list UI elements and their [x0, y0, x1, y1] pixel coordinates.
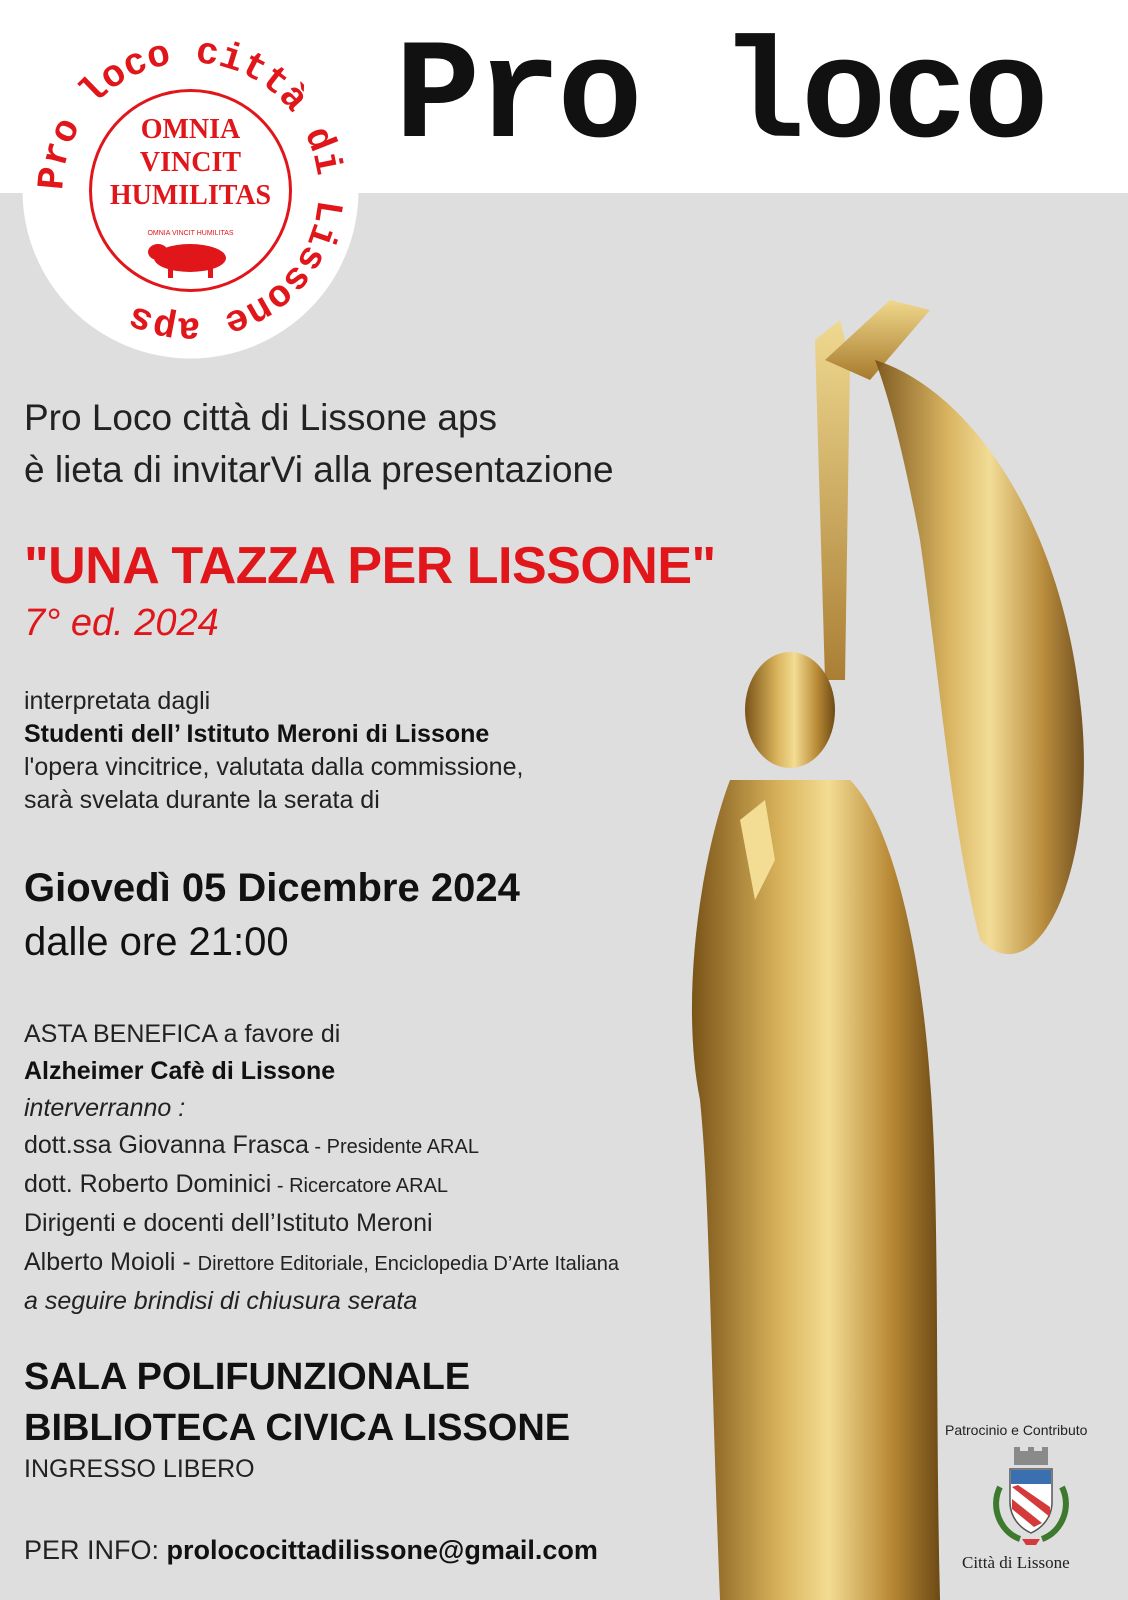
- sponsor-name: Città di Lissone: [962, 1553, 1070, 1572]
- city-crest-icon: [990, 1447, 1072, 1547]
- speaker-item: [24, 1205, 619, 1244]
- info-label: PER INFO:: [24, 1535, 167, 1565]
- description-line-4: sarà svelata durante la serata di: [24, 786, 380, 814]
- venue-line-2: BIBLIOTECA CIVICA LISSONE: [24, 1407, 571, 1449]
- speaker-item: [24, 1244, 619, 1283]
- speaker-name: dott. Roberto Dominici: [24, 1170, 272, 1198]
- angel-statue-image: [640, 300, 1120, 1600]
- description-line-2: Studenti dell’ Istituto Meroni di Lissone: [24, 720, 490, 748]
- auction-section: [24, 1016, 619, 1320]
- logo-motto-line-1: OMNIA: [140, 114, 241, 145]
- closing-note: a seguire brindisi di chiusura serata: [24, 1287, 418, 1315]
- event-edition: 7° ed. 2024: [24, 602, 219, 644]
- logo-motto-line-3: HUMILITAS: [109, 180, 272, 211]
- contact-info: [24, 1535, 598, 1566]
- auction-beneficiary: Alzheimer Cafè di Lissone: [24, 1057, 336, 1085]
- event-date: Giovedì 05 Dicembre 2024: [24, 866, 520, 910]
- speaker-role: Direttore Editoriale, Enciclopedia D’Arte Italiana: [197, 1253, 619, 1275]
- intro-line-2: è lieta di invitarVi alla presentazione: [24, 449, 614, 490]
- page-title: Pro loco: [395, 18, 1045, 179]
- venue-line-1: SALA POLIFUNZIONALE: [24, 1356, 471, 1398]
- pro-loco-logo: [18, 18, 363, 363]
- contact-email[interactable]: prolococittadilissone@gmail.com: [166, 1535, 598, 1565]
- speaker-name: Dirigenti e docenti dell’Istituto Meroni: [24, 1209, 433, 1237]
- logo-banner-text: OMNIA VINCIT HUMILITAS: [147, 230, 234, 237]
- event-title: "UNA TAZZA PER LISSONE": [24, 537, 716, 595]
- intro-line-1: Pro Loco città di Lissone aps: [24, 397, 498, 438]
- speaker-name: Alberto Moioli -: [24, 1248, 198, 1276]
- auction-line-1: ASTA BENEFICA a favore di: [24, 1020, 341, 1048]
- event-description: [24, 685, 523, 817]
- speaker-name: dott.ssa Giovanna Frasca: [24, 1131, 309, 1159]
- speaker-role: - Presidente ARAL: [308, 1136, 479, 1158]
- speaker-item: [24, 1127, 619, 1166]
- intro-text: [24, 392, 614, 496]
- logo-ring-text: Pro loco città di Lissone aps: [31, 31, 350, 350]
- venue: [24, 1352, 570, 1454]
- speaker-role: - Ricercatore ARAL: [271, 1175, 449, 1197]
- description-line-1: interpretata dagli: [24, 687, 211, 715]
- speaker-item: [24, 1166, 619, 1205]
- description-line-3: l'opera vincitrice, valutata dalla commissione,: [24, 753, 524, 781]
- sponsor-label: Patrocinio e Contributo: [945, 1422, 1088, 1438]
- event-time: dalle ore 21:00: [24, 920, 289, 964]
- logo-motto-line-2: VINCIT: [139, 147, 242, 178]
- entry-note: INGRESSO LIBERO: [24, 1455, 255, 1483]
- speakers-intro: interverranno :: [24, 1094, 186, 1122]
